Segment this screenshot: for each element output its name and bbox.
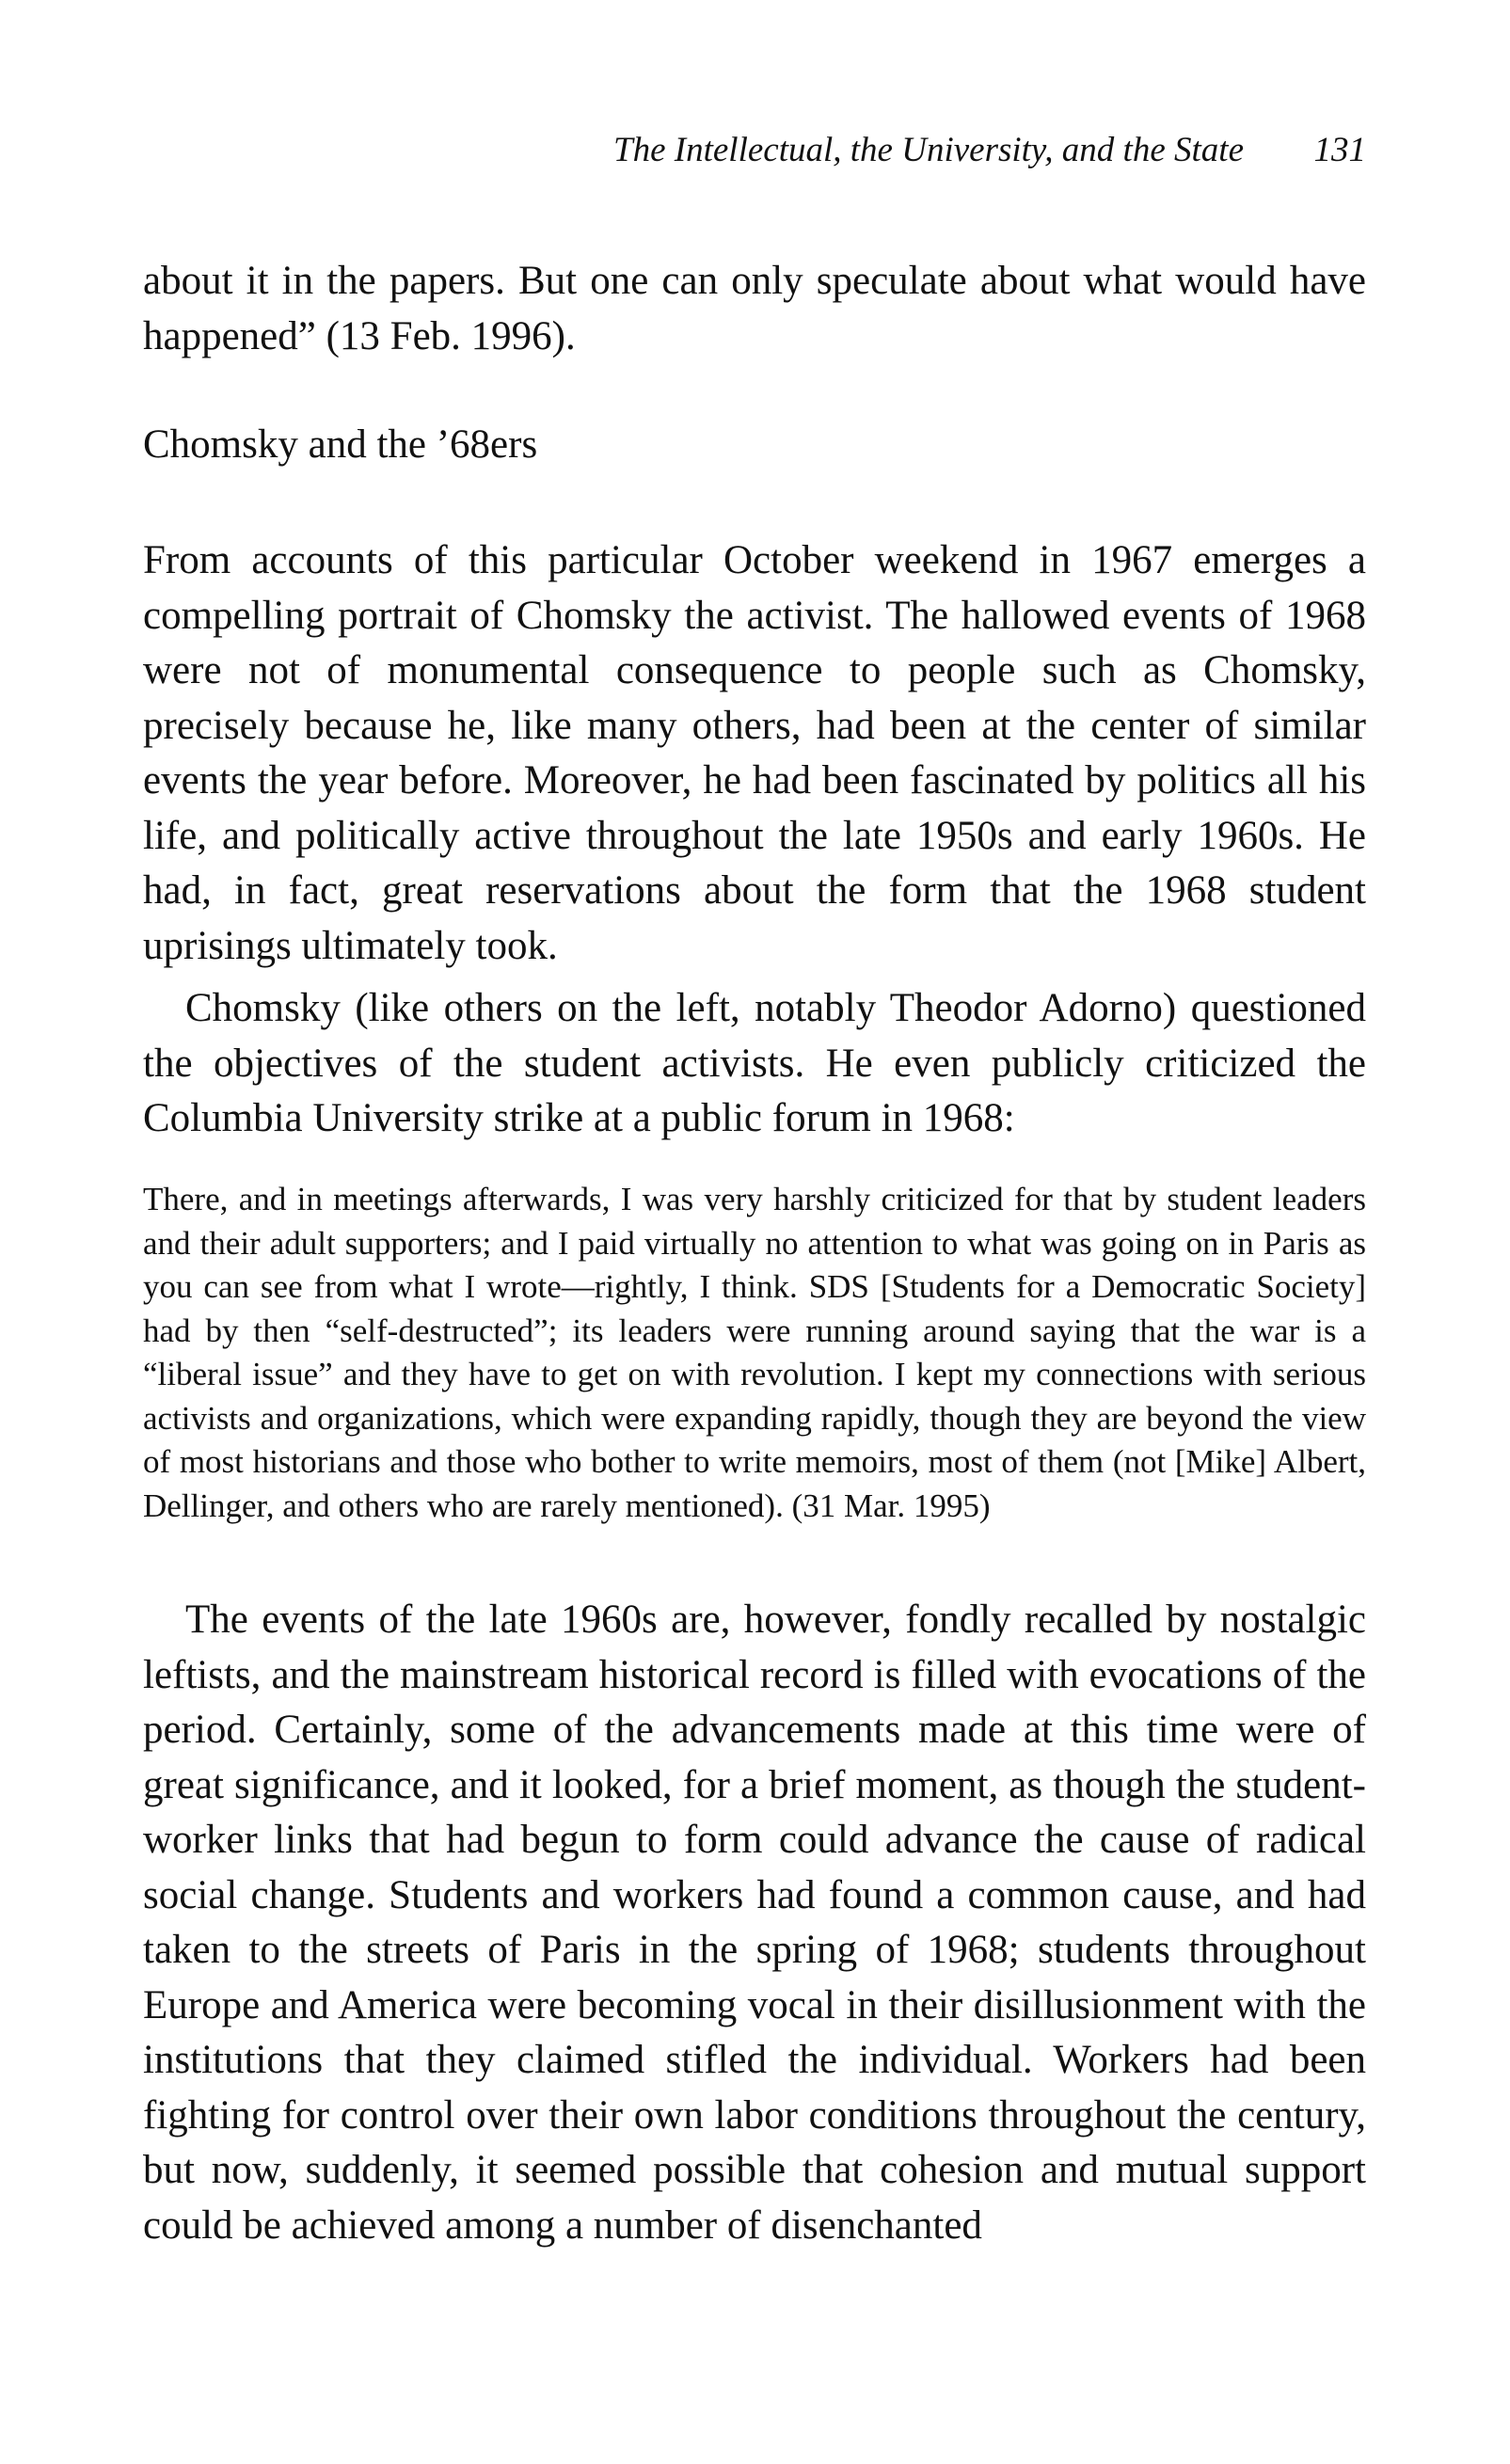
paragraph-2: Chomsky (like others on the left, notably Theodor Adorno) questioned the objectives of the student activists. He even publicly criticized the Columbia University strike at a public forum in 1968: <box>143 986 1366 1140</box>
book-page <box>143 0 1366 2464</box>
paragraph-3: The events of the late 1960s are, however, fondly recalled by nostalgic leftists, and the mainstream historical record is filled with evocations of the period. Certainly, some of the advancements made at this time were of great significance, and it looked, for a brief moment, as though the student-worker links that had begun to form could advance the cause of radical social change. Students and workers had found a common cause, and had taken to the streets of Paris in the spring of 1968; students throughout Europe and America were becoming vocal in their disillusionment with the institutions that they claimed stifled the individual. Workers had been fighting for control over their own labor conditions throughout the century, but now, suddenly, it seemed possible that cohesion and mutual support could be achieved among a number of disenchanted <box>143 1598 1366 2248</box>
block-quote: There, and in meetings afterwards, I was very harshly criticized for that by student leaders and their adult supporters; and I paid virtually no attention to what was going on in Paris as you can see from what I wrote—rightly, I think. SDS [Students for a Democratic Society] had by then “self-destructed”; its leaders were running around saying that the war is a “liberal issue” and they have to get on with revolution. I kept my connections with serious activists and organizations, which were expanding rapidly, though they are beyond the view of most historians and those who bother to write memoirs, most of them (not [Mike] Albert, Dellinger, and others who are rarely mentioned). (31 Mar. 1995) <box>143 1181 1366 1524</box>
page-number: 131 <box>1313 131 1366 169</box>
paragraph-1: From accounts of this particular October weekend in 1967 emerges a compelling portrait of Chomsky the activist. The hallowed events of 1968 were not of monumental consequence to people such as Chomsky, precisely because he, like many others, had been at the center of similar events the year before. Moreover, he had been fascinated by politics all his life, and politically active throughout the late 1950s and early 1960s. He had, in fact, great reservations about the form that the 1968 student uprisings ultimately took. <box>143 538 1366 968</box>
section-heading: Chomsky and the ’68ers <box>143 422 538 467</box>
intro-paragraph: about it in the papers. But one can only speculate about what would have happened” (13 Feb. 1996). <box>143 259 1366 358</box>
running-head <box>143 130 1366 186</box>
running-head-title: The Intellectual, the University, and the State <box>613 131 1244 169</box>
